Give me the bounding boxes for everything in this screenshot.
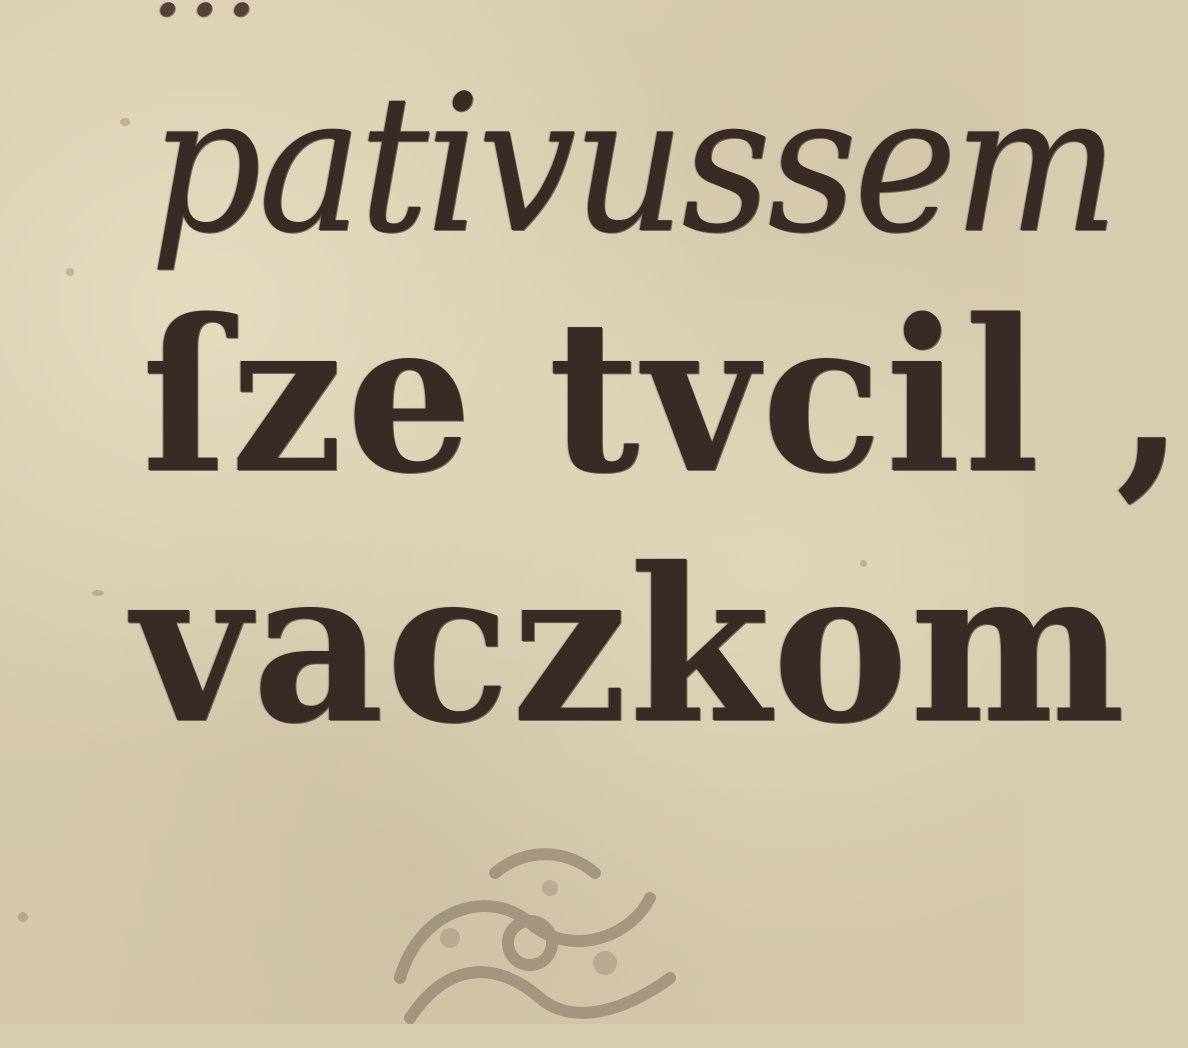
paper-speck bbox=[18, 912, 28, 922]
paper-speck bbox=[92, 590, 104, 596]
paper-speck bbox=[66, 268, 74, 276]
text-line-3: vaczkom bbox=[132, 521, 1128, 770]
text-line-1: pativussem bbox=[150, 54, 1116, 275]
text-line-2: ſze tvcil , bbox=[142, 273, 1188, 520]
partial-text-line bbox=[150, 0, 261, 32]
printer-ornament-icon bbox=[340, 828, 720, 1048]
paper-speck bbox=[120, 118, 130, 126]
